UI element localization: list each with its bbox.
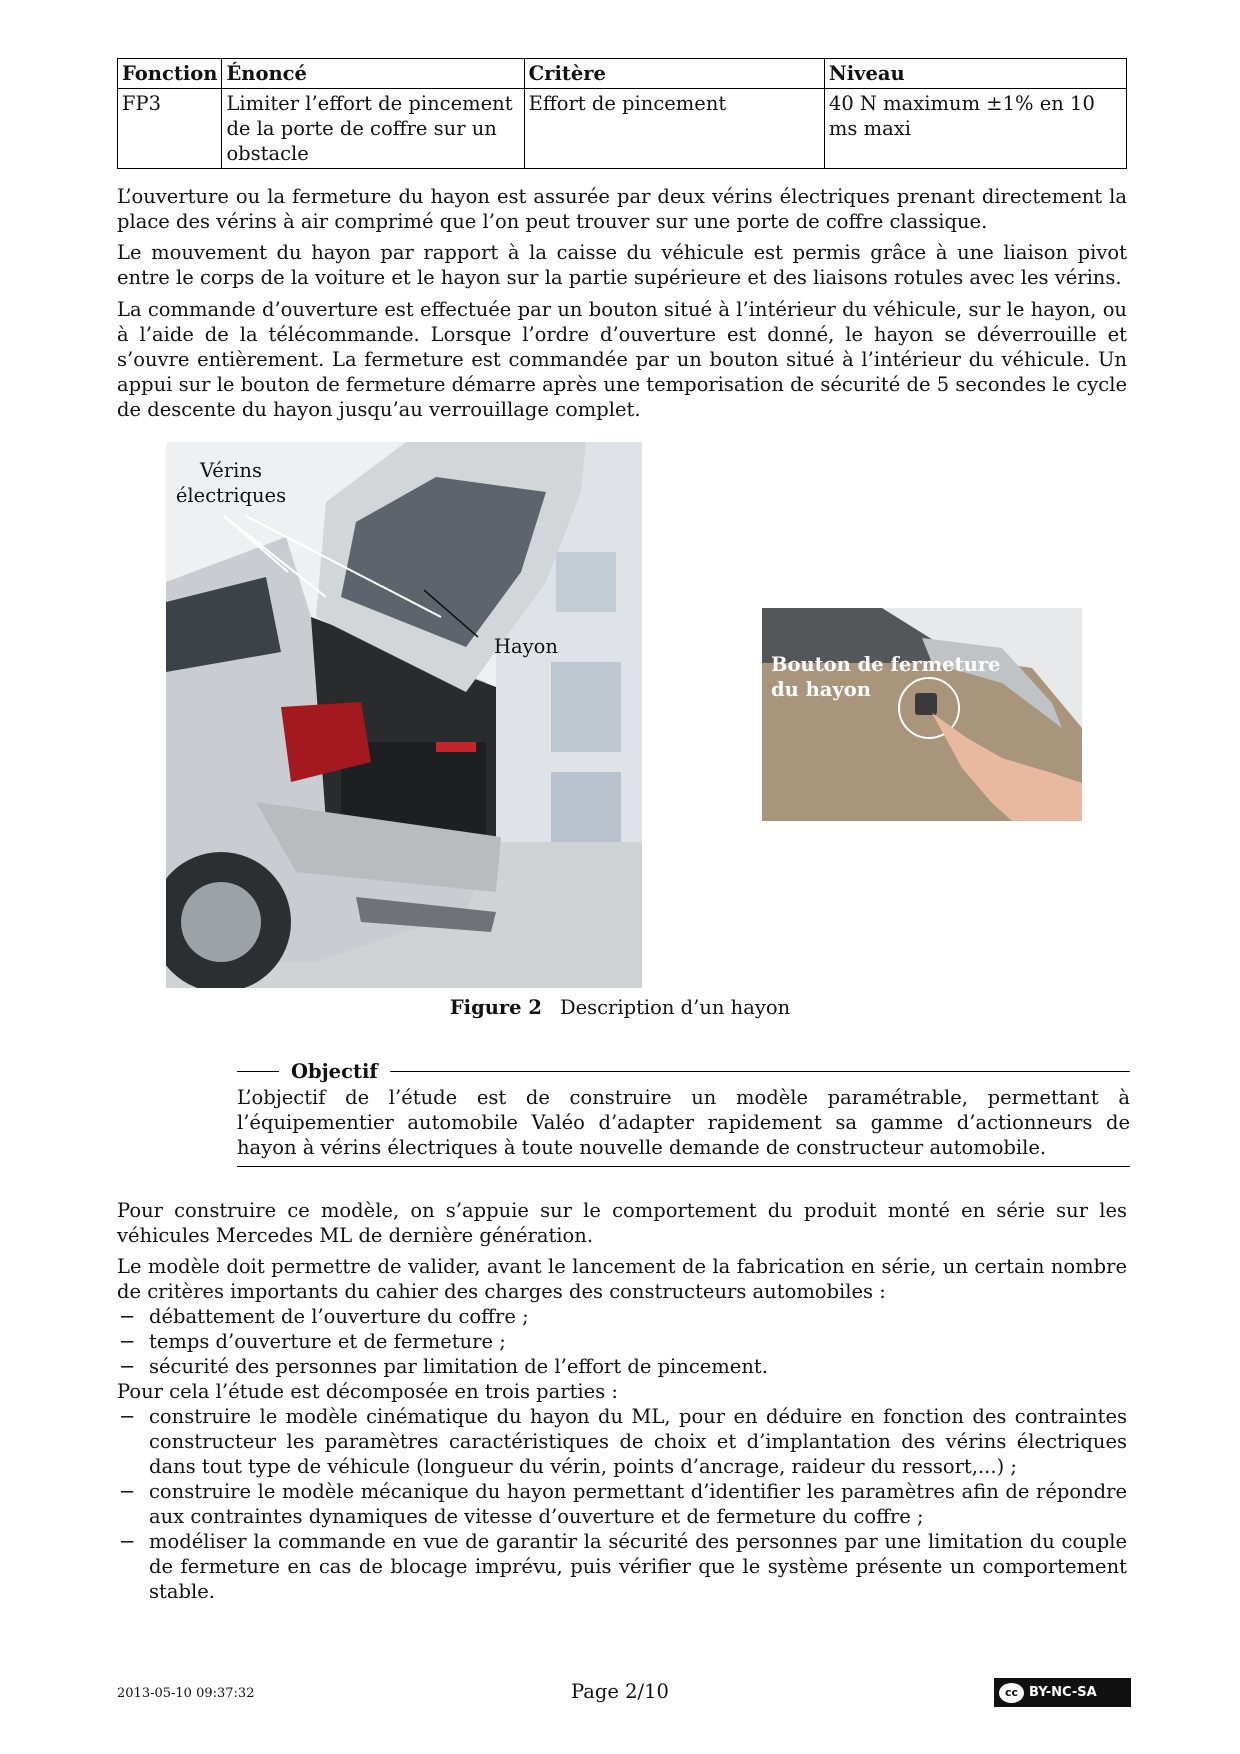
license-text: BY-NC-SA <box>1029 1685 1097 1700</box>
page-number: Page 2/10 <box>571 1680 669 1703</box>
table-cell: 40 N maximum ±1% en 10 ms maxi <box>824 89 1126 169</box>
list-item: − temps d’ouverture et de fermeture ; <box>117 1329 1127 1354</box>
table-header-cell: Fonction <box>118 59 222 89</box>
paragraph: La commande d’ouverture est effectuée par un bouton situé à l’intérieur du véhicule, sur le hayon, ou à l’aide de la télécommande. Lorsque l’ordre d’ouverture est donné, le hayon se déverrouille et s’ouvre entièrement. La fermeture est commandée par un bouton situé à l’intérieur du véhicule. Un appui sur le bouton de fermeture démarre après une temporisation de sécurité de 5 secondes le cycle de descente du hayon jusqu’au verrouillage complet. <box>117 298 1127 421</box>
list-item: − sécurité des personnes par limitation de l’effort de pincement. <box>117 1354 1127 1379</box>
list-item: − débattement de l’ouverture du coffre ; <box>117 1304 1127 1329</box>
paragraph: Le mouvement du hayon par rapport à la caisse du véhicule est permis grâce à une liaison pivot entre le corps de la voiture et le hayon sur la partie supérieure et des liaisons rotules avec les vérins. <box>117 241 1127 289</box>
paragraph: L’ouverture ou la fermeture du hayon est assurée par deux vérins électriques prenant directement la place des vérins à air comprimé que l’on peut trouver sur une porte de coffre classique. <box>117 185 1127 233</box>
list-item: − construire le modèle cinématique du hayon du ML, pour en déduire en fonction des contraintes constructeur les paramètres caractéristiques de choix et d’implantation des vérins électriques dans tout type de véhicule (longueur du vérin, points d’ancrage, raideur du ressort,...) ; <box>117 1404 1127 1479</box>
paragraph: Le modèle doit permettre de valider, avant le lancement de la fabrication en série, un certain nombre de critères importants du cahier des charges des constructeurs automobiles : <box>117 1255 1127 1303</box>
requirements-table <box>117 58 1127 169</box>
list-item: − construire le modèle mécanique du hayon permettant d’identifier les paramètres afin de répondre aux contraintes dynamiques de vitesse d’ouverture et de fermeture du coffre ; <box>117 1479 1127 1529</box>
paragraph: Pour construire ce modèle, on s’appuie sur le comportement du produit monté en série sur les véhicules Mercedes ML de dernière génération. <box>117 1199 1127 1247</box>
objectif-box <box>237 1060 1130 1167</box>
label-verins-line2: électriques <box>175 484 287 507</box>
button-illustration <box>762 608 1082 821</box>
label-verins <box>166 458 296 508</box>
figure-number: Figure 2 <box>449 996 542 1019</box>
tailgate-photo <box>166 442 642 988</box>
label-bouton <box>771 652 1000 702</box>
paragraph: Pour cela l’étude est décomposée en trois parties : <box>117 1380 618 1403</box>
table-row <box>118 89 1127 169</box>
label-verins-line1: Vérins <box>200 459 262 482</box>
cc-logo-icon: cc <box>999 1683 1024 1703</box>
list-item: − modéliser la commande en vue de garantir la sécurité des personnes par une limitation du couple de fermeture en cas de blocage imprévu, puis vérifier que le système présente un comportement stable. <box>117 1529 1127 1604</box>
divider <box>237 1071 279 1072</box>
footer-timestamp: 2013-05-10 09:37:32 <box>117 1686 255 1701</box>
label-bouton-line1: Bouton de fermeture <box>771 653 1001 676</box>
table-header-cell: Critère <box>524 59 824 89</box>
button-photo <box>762 608 1082 821</box>
car-illustration <box>166 442 642 988</box>
table-cell: FP3 <box>118 89 222 169</box>
objectif-header <box>237 1060 1130 1083</box>
table-header-cell: Niveau <box>824 59 1126 89</box>
figure-caption <box>0 996 1240 1019</box>
label-bouton-line2: du hayon <box>771 678 871 701</box>
table-header-row <box>118 59 1127 89</box>
divider <box>237 1166 1130 1167</box>
table-cell: Effort de pincement <box>524 89 824 169</box>
objectif-title: Objectif <box>291 1060 378 1083</box>
parts-list <box>117 1404 1127 1604</box>
criteria-list <box>117 1304 1127 1379</box>
figure-caption-text: Description d’un hayon <box>559 996 791 1019</box>
objectif-text: L’objectif de l’étude est de construire un modèle paramétrable, permettant à l’équipementier automobile Valéo d’adapter rapidement sa gamme d’actionneurs de hayon à vérins électriques à toute nouvelle demande de constructeur automobile. <box>237 1086 1130 1159</box>
label-hayon: Hayon <box>494 635 558 658</box>
license-badge <box>994 1678 1131 1707</box>
divider <box>390 1071 1130 1072</box>
table-cell: Limiter l’effort de pincement de la porte de coffre sur un obstacle <box>222 89 524 169</box>
table-header-cell: Énoncé <box>222 59 524 89</box>
